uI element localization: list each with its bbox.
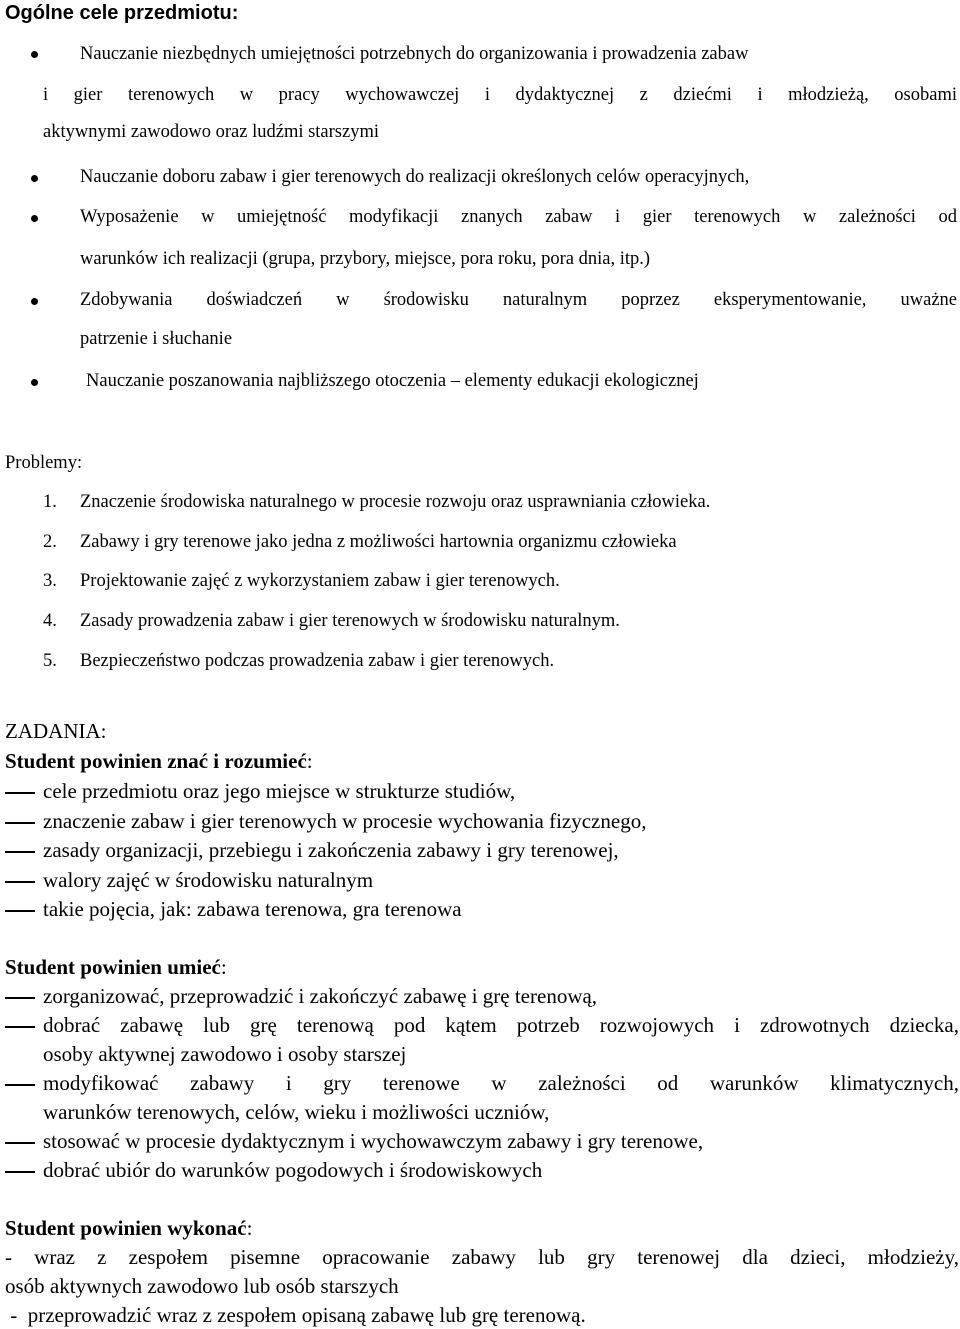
know-label: Student powinien znać i rozumieć	[5, 749, 307, 773]
know-item: walory zajęć w środowisku naturalnym	[43, 868, 374, 892]
can-heading	[5, 955, 227, 980]
problem-text: Zasady prowadzenia zabaw i gier terenowych w środowisku naturalnym.	[80, 611, 620, 631]
can-label: Student powinien umieć	[5, 955, 221, 979]
goal-item-1-line-1: Nauczanie niezbędnych umiejętności potrzebnych do organizowania i prowadzenia zabaw	[80, 44, 749, 64]
goal-item-1-line-2: i gier terenowych w pracy wychowawczej i dydaktycznej z dziećmi i młodzieżą, osobami	[43, 85, 957, 105]
dash-icon	[5, 881, 35, 883]
do-item-2: - przeprowadzić wraz z zespołem opisaną zabawę lub grę terenową.	[5, 1303, 586, 1327]
goal-item-2: Nauczanie doboru zabaw i gier terenowych do realizacji określonych celów operacyjnych,	[80, 167, 750, 187]
know-item: zasady organizacji, przebiegu i zakończenia zabawy i gry terenowej,	[43, 838, 619, 862]
dash-icon	[5, 1026, 35, 1028]
goal-item-3-line-1: Wyposażenie w umiejętność modyfikacji znanych zabaw i gier terenowych w zależności od	[80, 207, 957, 227]
can-item-2-line-1: dobrać zabawę lub grę terenową pod kątem potrzeb rozwojowych i zdrowotnych dziecka,	[43, 1013, 959, 1037]
problem-number: 5.	[43, 651, 57, 671]
can-item-3-line-2: warunków terenowych, celów, wieku i możliwości uczniów,	[43, 1100, 550, 1124]
problem-number: 1.	[43, 492, 57, 512]
dash-icon	[5, 1084, 35, 1086]
dash-icon	[5, 792, 35, 794]
dash-icon	[5, 822, 35, 824]
bullet-icon	[31, 175, 38, 182]
can-item-5: dobrać ubiór do warunków pogodowych i środowiskowych	[43, 1158, 543, 1182]
know-colon: :	[306, 749, 313, 773]
dash-icon	[5, 1171, 35, 1173]
know-item: takie pojęcia, jak: zabawa terenowa, gra terenowa	[43, 897, 462, 921]
do-label: Student powinien wykonać	[5, 1216, 247, 1240]
problem-number: 3.	[43, 571, 57, 591]
can-item-2-line-2: osoby aktywnej zawodowo i osoby starszej	[43, 1042, 407, 1066]
know-heading	[5, 749, 313, 774]
bullet-icon	[31, 298, 38, 305]
problem-text: Projektowanie zajęć z wykorzystaniem zabaw i gier terenowych.	[80, 571, 560, 591]
goal-item-3-line-2: warunków ich realizacji (grupa, przybory, miejsce, pora roku, pora dnia, itp.)	[80, 249, 651, 269]
do-item-1-line-2: osób aktywnych zawodowo lub osób starszych	[5, 1274, 399, 1298]
do-heading	[5, 1216, 252, 1241]
problem-text: Zabawy i gry terenowe jako jedna z możliwości hartownia organizmu człowieka	[80, 532, 677, 552]
can-item-4: stosować w procesie dydaktycznym i wychowawczym zabawy i gry terenowe,	[43, 1129, 704, 1153]
goals-heading: Ogólne cele przedmiotu:	[5, 2, 239, 24]
dash-icon	[5, 910, 35, 912]
problem-text: Znaczenie środowiska naturalnego w procesie rozwoju oraz usprawniania człowieka.	[80, 492, 711, 512]
know-item: znaczenie zabaw i gier terenowych w procesie wychowania fizycznego,	[43, 809, 647, 833]
can-item-3-line-1: modyfikować zabawy i gry terenowe w zależności od warunków klimatycznych,	[43, 1071, 959, 1095]
goal-item-4-line-1: Zdobywania doświadczeń w środowisku naturalnym poprzez eksperymentowanie, uważne	[80, 290, 957, 310]
problems-heading: Problemy:	[5, 453, 83, 473]
do-colon: :	[246, 1216, 253, 1240]
can-colon: :	[220, 955, 227, 979]
do-item-1-line-1: - wraz z zespołem pisemne opracowanie zabawy lub gry terenowej dla dzieci, młodzieży,	[5, 1245, 959, 1269]
problem-text: Bezpieczeństwo podczas prowadzenia zabaw i gier terenowych.	[80, 651, 555, 671]
know-item: cele przedmiotu oraz jego miejsce w strukturze studiów,	[43, 779, 516, 803]
can-item-1: zorganizować, przeprowadzić i zakończyć zabawę i grę terenową,	[43, 984, 598, 1008]
dash-icon	[5, 997, 35, 999]
goal-item-5: Nauczanie poszanowania najbliższego otoczenia – elementy edukacji ekologicznej	[86, 371, 699, 391]
tasks-heading: ZADANIA:	[5, 719, 107, 743]
problem-number: 2.	[43, 532, 57, 552]
bullet-icon	[31, 51, 38, 58]
bullet-icon	[31, 215, 38, 222]
dash-icon	[5, 1142, 35, 1144]
bullet-icon	[31, 379, 38, 386]
problem-number: 4.	[43, 611, 57, 631]
dash-icon	[5, 851, 35, 853]
goal-item-4-line-2: patrzenie i słuchanie	[80, 329, 233, 349]
goal-item-1-line-3: aktywnymi zawodowo oraz ludźmi starszymi	[43, 122, 379, 142]
